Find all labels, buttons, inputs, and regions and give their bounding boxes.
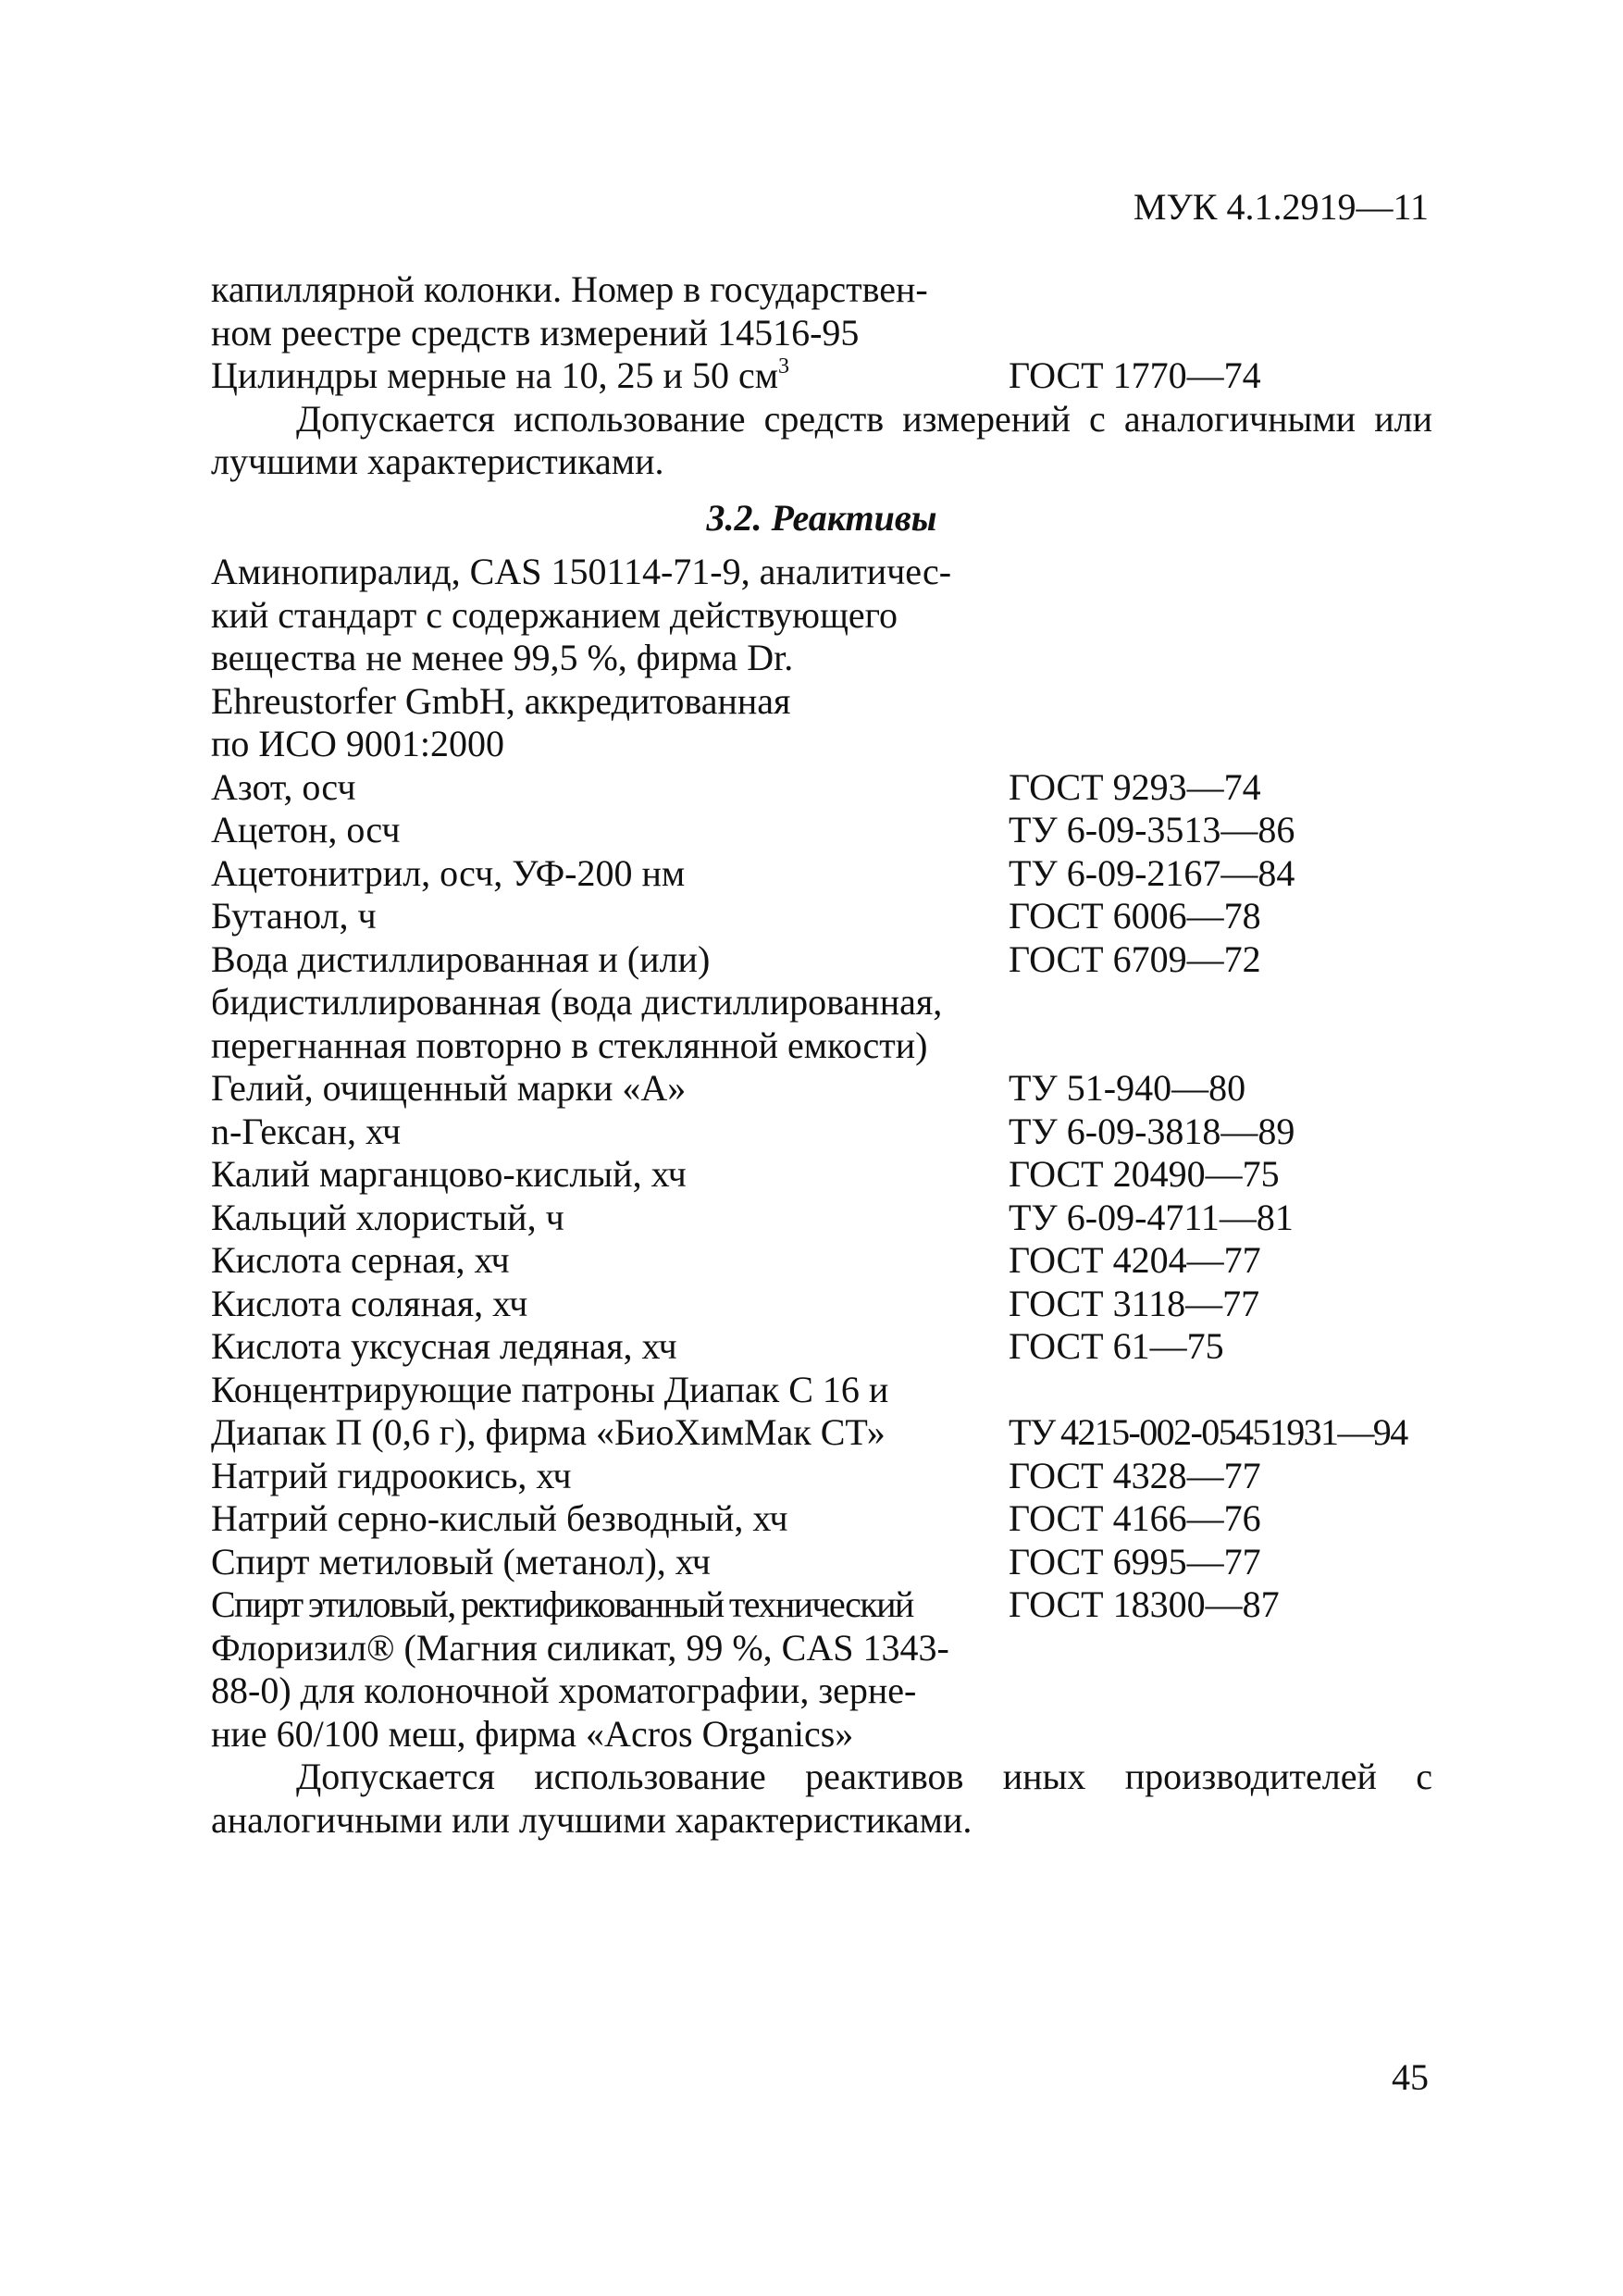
- reagent-row: [211, 1583, 1432, 1627]
- reagent-standard: ГОСТ 6709—72: [1009, 937, 1261, 980]
- reagent-name: Натрий гидроокись, хч: [211, 1454, 572, 1496]
- reagent-name: Спирт этиловый, ректификованный технический: [211, 1583, 913, 1625]
- reagent-name: Кислота соляная, хч: [211, 1282, 528, 1324]
- reagent-standard: ГОСТ 3118—77: [1009, 1282, 1260, 1324]
- reagent-standard: ТУ 51-940—80: [1009, 1067, 1246, 1109]
- reagent-row: [211, 895, 1432, 938]
- reagent-standard: ГОСТ 4204—77: [1009, 1239, 1261, 1281]
- cylinders-label: [211, 354, 1009, 398]
- document-code: МУК 4.1.2919—11: [1133, 186, 1429, 228]
- reagent-row: [211, 1153, 1432, 1197]
- reagent-row: [211, 1067, 1432, 1111]
- reagent-row: [211, 1197, 1432, 1240]
- reagent-row: [211, 1111, 1432, 1154]
- reagent-standard: ГОСТ 61—75: [1009, 1325, 1224, 1367]
- cylinders-standard: ГОСТ 1770—74: [1009, 354, 1261, 396]
- reagent-name: Аминопиралид, CAS 150114-71-9, аналитичес- кий стандарт с содержанием действующего вещества не менее 99,5 %, фирма Dr. Ehreustorfer GmbH, аккредитованная по ИСО 9001:2000: [211, 551, 952, 764]
- reagent-row: [211, 1283, 1432, 1326]
- reagent-name: n-Гексан, хч: [211, 1110, 402, 1152]
- reagent-standard: ТУ 6-09-3513—86: [1009, 809, 1295, 850]
- cylinders-label-superscript: 3: [778, 354, 790, 379]
- section-title: 3.2. Реактивы: [706, 496, 937, 539]
- reagent-standard: ТУ 4215-002-05451931—94: [1009, 1411, 1407, 1453]
- reagent-standard: ГОСТ 9293—74: [1009, 765, 1261, 808]
- reagent-name: Вода дистиллированная и (или) бидистиллированная (вода дистиллированная, перегнанная повторно в стеклянной емкости): [211, 937, 943, 1066]
- reagent-standard: ГОСТ 18300—87: [1009, 1583, 1280, 1625]
- reagent-row: [211, 1455, 1432, 1498]
- reagent-row: [211, 1627, 1432, 1756]
- cylinders-row: [211, 354, 1432, 398]
- reagent-name: Кислота серная, хч: [211, 1239, 510, 1281]
- reagents-allowance-paragraph: Допускается использование реактивов иных производителей с аналогичными или лучшими характеристиками.: [211, 1756, 1432, 1841]
- reagent-row: [211, 1369, 1432, 1455]
- reagent-name: Азот, осч: [211, 765, 356, 808]
- reagent-standard: ГОСТ 6995—77: [1009, 1540, 1261, 1582]
- reagent-row: [211, 809, 1432, 852]
- reagent-standard: ГОСТ 6006—78: [1009, 895, 1261, 937]
- reagent-row: [211, 1325, 1432, 1369]
- reagent-standard: ТУ 6-09-4711—81: [1009, 1196, 1294, 1238]
- reagent-row: [211, 1497, 1432, 1541]
- instruments-allowance-paragraph: Допускается использование средств измерений с аналогичными или лучшими характеристиками.: [211, 397, 1432, 482]
- reagent-name: Концентрирующие патроны Диапак С 16 и Диапак П (0,6 г), фирма «БиоХимМак СТ»: [211, 1368, 889, 1453]
- reagent-name: Спирт метиловый (метанол), хч: [211, 1540, 711, 1582]
- reagent-row: [211, 1239, 1432, 1283]
- reagent-row: [211, 766, 1432, 810]
- reagent-name: Гелий, очищенный марки «А»: [211, 1067, 687, 1109]
- reagent-name: Ацетонитрил, осч, УФ-200 нм: [211, 851, 686, 894]
- reagent-list: [211, 551, 1432, 1756]
- reagent-row: [211, 1541, 1432, 1584]
- reagent-name: Бутанол, ч: [211, 895, 377, 937]
- reagent-row: [211, 551, 1432, 766]
- page-number: 45: [1392, 2056, 1429, 2098]
- instrument-description: капиллярной колонки. Номер в государствен- ном реестре средств измерений 14516-95: [211, 268, 928, 354]
- reagent-row: [211, 938, 1432, 1068]
- reagent-standard: ГОСТ 4166—76: [1009, 1497, 1261, 1539]
- reagent-standard: ГОСТ 20490—75: [1009, 1153, 1280, 1195]
- reagent-name: Флоризил® (Магния силикат, 99 %, CAS 1343- 88-0) для колоночной хроматографии, зерне- ние 60/100 меш, фирма «Acros Organics»: [211, 1626, 949, 1755]
- reagent-name: Ацетон, осч: [211, 809, 401, 850]
- reagent-name: Кислота уксусная ледяная, хч: [211, 1325, 677, 1367]
- reagent-standard: ГОСТ 4328—77: [1009, 1454, 1261, 1496]
- reagent-name: Калий марганцово-кислый, хч: [211, 1153, 687, 1195]
- reagent-name: Натрий серно-кислый безводный, хч: [211, 1497, 788, 1539]
- reagent-standard: ТУ 6-09-2167—84: [1009, 851, 1295, 894]
- instrument-row: [211, 268, 1432, 354]
- reagent-row: [211, 852, 1432, 896]
- page-body: [211, 268, 1432, 1842]
- cylinders-label-text: Цилиндры мерные на 10, 25 и 50 см: [211, 354, 779, 396]
- reagent-name: Кальций хлористый, ч: [211, 1196, 564, 1238]
- reagent-standard: ТУ 6-09-3818—89: [1009, 1110, 1295, 1152]
